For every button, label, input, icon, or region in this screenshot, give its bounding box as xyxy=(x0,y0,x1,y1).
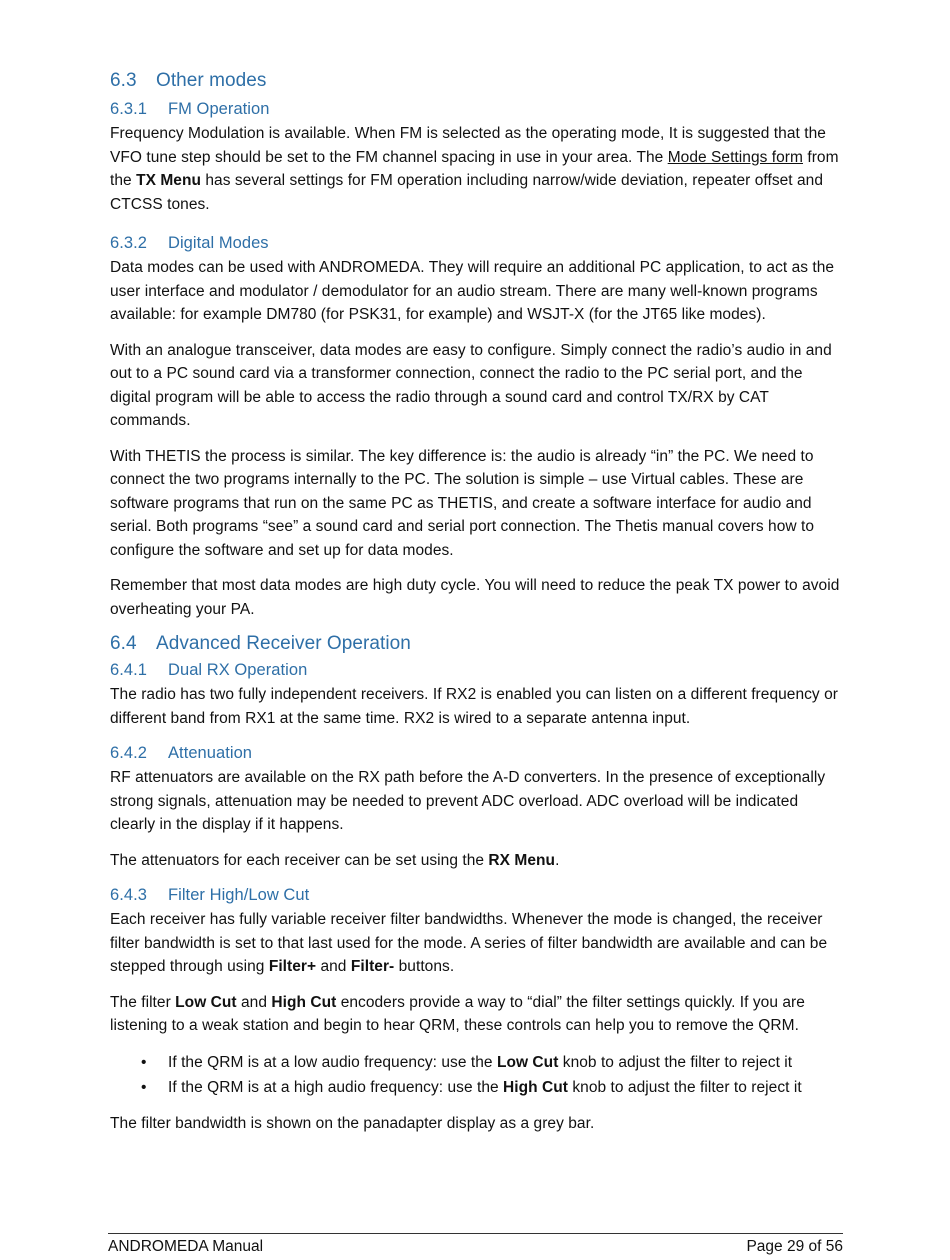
bold-text: Filter- xyxy=(350,958,395,975)
heading-number: 6.3 xyxy=(110,70,137,91)
heading-text: Digital Modes xyxy=(168,234,269,252)
paragraph-filter-3: The filter bandwidth is shown on the panadapter display as a grey bar. xyxy=(110,1114,595,1132)
page-footer xyxy=(108,1233,843,1256)
paragraph-digital-4: Remember that most data modes are high duty cycle. You will need to reduce the peak TX power to avoid overheating your PA. xyxy=(110,577,840,618)
heading-6-4-1 xyxy=(110,659,840,681)
paragraph-digital-2: With an analogue transceiver, data modes are easy to configure. Simply connect the radio’s audio in and out to a PC sound card via a transformer connection, connect the radio to the PC serial port, and the digital program will be able to access the radio through a sound card and control TX/RX by CAT commands. xyxy=(110,341,832,429)
bold-text: Filter+ xyxy=(268,958,317,975)
heading-6-4-2 xyxy=(110,742,840,764)
text-run: The attenuators for each receiver can be set using the xyxy=(110,851,489,869)
paragraph-attenuation-1: RF attenuators are available on the RX path before the A-D converters. In the presence of exceptionally strong signals, attenuation may be needed to prevent ADC overload. ADC overload will be indicated clearly in the display if it happens. xyxy=(110,769,826,833)
text-run: encoders provide a way to “dial” the filter settings quickly. If you are listening to a weak station and begin to hear QRM, these controls can help you to remove the QRM. xyxy=(110,993,805,1034)
heading-text: Other modes xyxy=(156,70,267,91)
bullet-icon: • xyxy=(141,1078,147,1096)
paragraph-fm xyxy=(110,122,840,216)
paragraph-digital-1: Data modes can be used with ANDROMEDA. They will require an additional PC application, to act as the user interface and modulator / demodulator for an audio stream. There are many well-known programs available: for example DM780 (for PSK31, for example) and WSJT-X (for the JT65 like modes). xyxy=(110,259,835,323)
heading-text: FM Operation xyxy=(168,100,270,118)
bold-text: Low Cut xyxy=(496,1053,559,1071)
bold-text: TX Menu xyxy=(136,172,201,189)
heading-number: 6.4.1 xyxy=(110,661,147,679)
heading-6-4-3 xyxy=(110,884,840,906)
paragraph-filter-1 xyxy=(110,908,840,979)
heading-6-3-1 xyxy=(110,98,840,120)
heading-6-3-2 xyxy=(110,232,840,254)
footer-page-number: Page 29 of 56 xyxy=(746,1238,843,1255)
paragraph-dual-rx: The radio has two fully independent receivers. If RX2 is enabled you can listen on a different frequency or different band from RX1 at the same time. RX2 is wired to a separate antenna input. xyxy=(110,686,838,727)
list-item xyxy=(110,1075,840,1100)
paragraph-attenuation-2 xyxy=(110,849,840,873)
heading-6-4 xyxy=(110,631,840,657)
heading-text: Filter High/Low Cut xyxy=(168,886,310,904)
heading-number: 6.4 xyxy=(110,633,137,654)
bold-text: High Cut xyxy=(503,1078,568,1096)
text-run: If the QRM is at a low audio frequency: use the xyxy=(168,1053,497,1071)
heading-number: 6.4.3 xyxy=(110,886,147,904)
paragraph-filter-2 xyxy=(110,991,840,1038)
heading-number: 6.3.1 xyxy=(110,100,147,118)
bold-text: High Cut xyxy=(271,993,337,1011)
text-run: Each receiver has fully variable receiver filter bandwidths. Whenever the mode is changed, the receiver filter bandwidth is set to that last used for the mode. A series of filter bandwidth are available and can be stepped through using xyxy=(110,911,828,975)
heading-number: 6.4.2 xyxy=(110,744,147,762)
text-run: knob to adjust the filter to reject it xyxy=(568,1078,802,1096)
text-run: and xyxy=(236,993,272,1011)
list-item xyxy=(110,1050,840,1075)
bullet-list xyxy=(110,1050,840,1100)
text-run: Frequency Modulation is available. When FM is selected as the operating mode, It is suggested that the VFO tune step should be set to the FM channel spacing in use in your area. The xyxy=(110,125,826,166)
bold-text: RX Menu xyxy=(488,851,556,869)
mode-settings-form-link[interactable]: Mode Settings form xyxy=(667,148,803,166)
heading-text: Advanced Receiver Operation xyxy=(156,633,411,654)
text-run: has several settings for FM operation including narrow/wide deviation, repeater offset and CTCSS tones. xyxy=(110,172,824,213)
heading-6-3 xyxy=(110,68,840,94)
text-run: . xyxy=(555,851,560,869)
heading-text: Attenuation xyxy=(168,744,253,762)
bold-text: Low Cut xyxy=(175,993,237,1011)
text-run: The filter xyxy=(110,993,176,1011)
paragraph-digital-3: With THETIS the process is similar. The key difference is: the audio is already “in” the PC. We need to connect the two programs internally to the PC. The solution is simple – use Virtual cables. These are software programs that run on the same PC as THETIS, and create a software interface for audio and serial. Both programs “see” a sound card and serial port connection. The Thetis manual covers how to configure the software and set up for data modes. xyxy=(110,447,815,559)
text-run: and xyxy=(316,958,351,975)
heading-text: Dual RX Operation xyxy=(168,661,308,679)
text-run: knob to adjust the filter to reject it xyxy=(558,1053,793,1071)
footer-title: ANDROMEDA Manual xyxy=(108,1238,264,1255)
text-run: from the xyxy=(110,148,839,189)
page-body xyxy=(110,64,840,1135)
text-run: If the QRM is at a high audio frequency: use the xyxy=(168,1078,504,1096)
bullet-icon: • xyxy=(141,1053,147,1071)
heading-number: 6.3.2 xyxy=(110,234,147,252)
text-run: buttons. xyxy=(394,958,455,975)
